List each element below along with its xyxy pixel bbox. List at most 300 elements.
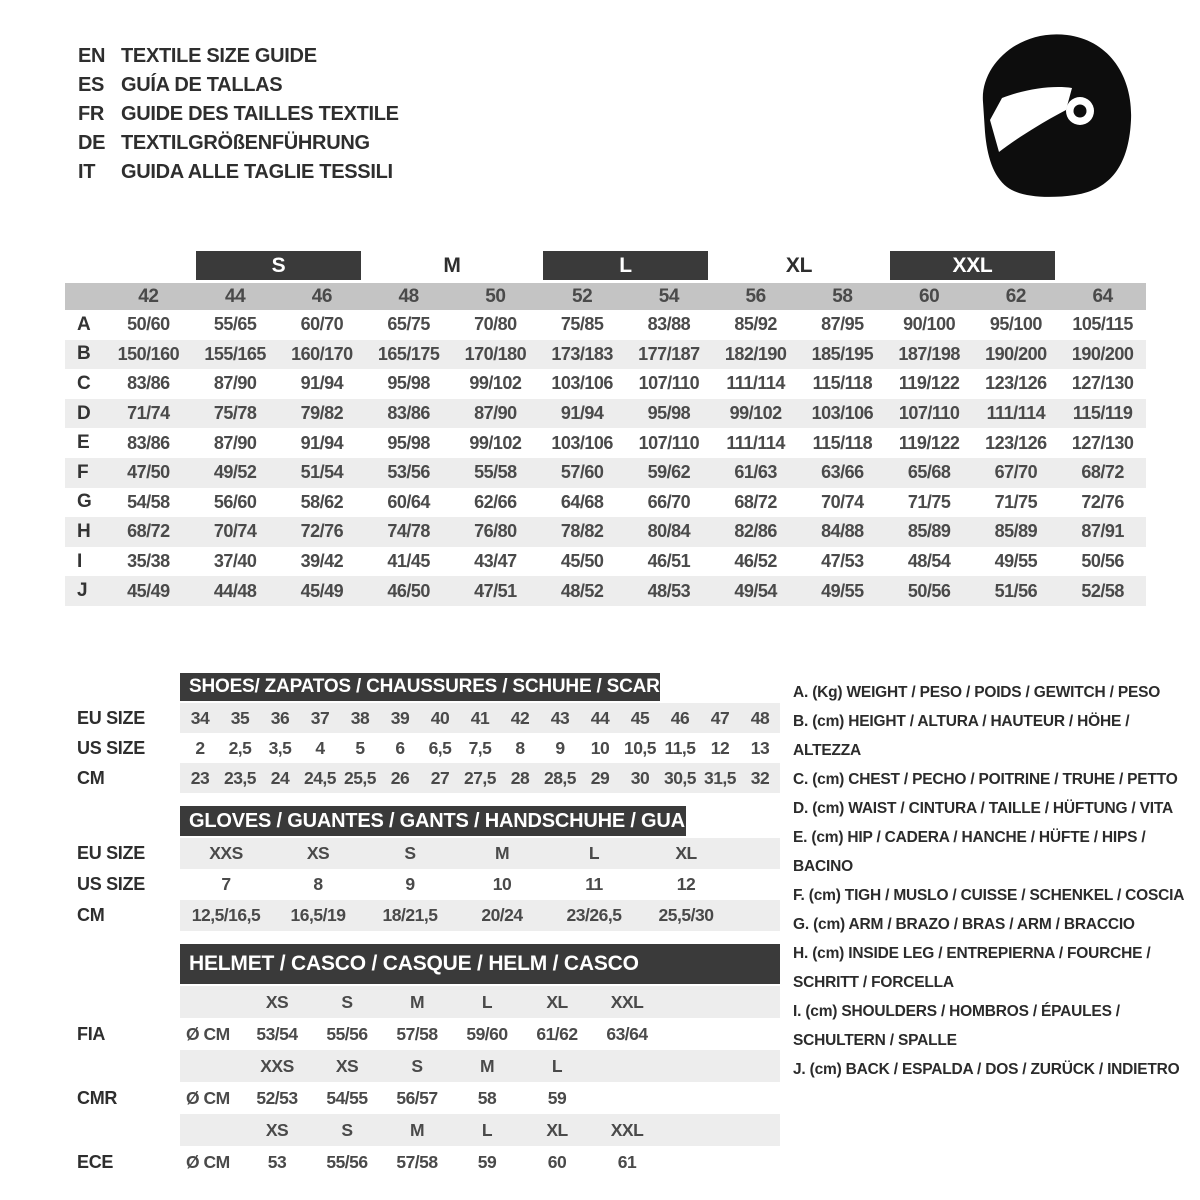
row-values <box>180 763 780 793</box>
size-value: 87/91 <box>1081 521 1124 542</box>
size-value: 91/94 <box>300 432 344 453</box>
size-value: 185/195 <box>811 343 874 364</box>
size-value: 49/55 <box>994 551 1038 572</box>
size-value: 119/122 <box>898 373 960 394</box>
helmet-size-table <box>65 944 780 1178</box>
language-label: TEXTILGRÖßENFÜHRUNG <box>121 132 370 154</box>
size-value: 51/56 <box>994 580 1038 601</box>
size-value: 41/45 <box>387 551 430 572</box>
size-value: 27 <box>430 767 450 788</box>
legend-item: I. (cm) SHOULDERS / HOMBROS / ÉPAULES / SCHULTERN / SPALLE <box>793 1003 1120 1049</box>
size-value: 65/68 <box>907 462 951 483</box>
size-number: 50 <box>485 285 506 307</box>
size-value: 43 <box>550 707 570 728</box>
unit-label: Ø CM <box>186 1151 230 1172</box>
row-values <box>180 1146 780 1178</box>
size-value: 87/95 <box>821 314 864 335</box>
language-code: FR <box>78 103 105 125</box>
row-label: CMR <box>77 1087 118 1108</box>
legend-item: D. (cm) WAIST / CINTURA / TAILLE / HÜFTUNG / VITA <box>793 800 1173 817</box>
size-value: 65/75 <box>387 314 430 335</box>
size-value: 85/89 <box>994 521 1038 542</box>
size-value: 115/118 <box>812 432 873 453</box>
row-values <box>180 1114 780 1146</box>
size-band-xxl: XXL <box>890 251 1056 280</box>
size-value: 45 <box>630 707 650 728</box>
row-values <box>180 1050 780 1082</box>
spacer <box>65 986 180 1018</box>
size-label: M <box>479 1055 495 1076</box>
row-label: US SIZE <box>77 737 145 758</box>
size-value: 46/52 <box>734 551 777 572</box>
size-number: 58 <box>832 285 853 307</box>
size-value: 83/88 <box>647 314 691 335</box>
size-value: 35 <box>230 707 250 728</box>
size-value: 115/119 <box>1072 403 1133 424</box>
legend-item: C. (cm) CHEST / PECHO / POITRINE / TRUHE / PETTO <box>793 771 1178 788</box>
size-value: 37 <box>310 707 330 728</box>
legend-item: B. (cm) HEIGHT / ALTURA / HAUTEUR / HÖHE / ALTEZZA <box>793 713 1130 759</box>
unit-label: Ø CM <box>186 1023 230 1044</box>
size-value: 57/58 <box>396 1023 438 1044</box>
size-value: 105/115 <box>1072 314 1133 335</box>
size-value: 59 <box>477 1151 497 1172</box>
row-letter: F <box>77 461 89 483</box>
size-value: 43/47 <box>474 551 517 572</box>
textile-row-d <box>65 399 1146 429</box>
size-value: 2,5 <box>228 737 252 758</box>
size-value: 50/60 <box>127 314 170 335</box>
size-value: 41 <box>470 707 490 728</box>
size-value: 6 <box>395 737 405 758</box>
size-value: M <box>494 843 510 863</box>
language-label: GUIDE DES TAILLES TEXTILE <box>121 103 399 125</box>
size-value: 54/55 <box>326 1087 368 1108</box>
size-value: 47 <box>710 707 730 728</box>
language-label: TEXTILE SIZE GUIDE <box>121 45 317 67</box>
size-value: 103/106 <box>811 403 874 424</box>
racing-helmet-icon <box>975 28 1145 208</box>
size-value: 6,5 <box>428 737 452 758</box>
row-label: EU SIZE <box>77 843 145 863</box>
size-value: 68/72 <box>734 491 777 512</box>
size-value: 62/66 <box>474 491 517 512</box>
helmet-size-header-row <box>65 1114 780 1146</box>
size-value: 107/110 <box>898 403 960 424</box>
size-value: 42 <box>510 707 530 728</box>
size-value: 30 <box>630 767 650 788</box>
size-band-xl: XL <box>785 253 813 277</box>
size-value: 44/48 <box>213 580 257 601</box>
helmet-standard-row-cmr <box>65 1082 780 1114</box>
size-number: 60 <box>918 285 940 307</box>
size-value: 60/64 <box>387 491 430 512</box>
size-value: 85/89 <box>907 521 951 542</box>
size-value: 60 <box>547 1151 567 1172</box>
row-label: ECE <box>77 1151 114 1172</box>
size-value: 54/58 <box>127 491 170 512</box>
size-value: 9 <box>405 874 415 894</box>
size-value: 59 <box>547 1087 567 1108</box>
size-value: 24 <box>270 767 290 788</box>
size-value: 12,5/16,5 <box>191 905 261 925</box>
size-value: 72/76 <box>300 521 344 542</box>
size-value: 70/74 <box>213 521 257 542</box>
size-value: 80/84 <box>647 521 691 542</box>
size-value: 59/62 <box>647 462 691 483</box>
size-value: 32 <box>750 767 770 788</box>
size-value: 83/86 <box>127 373 170 394</box>
size-value: 59/60 <box>466 1023 508 1044</box>
row-label: FIA <box>77 1023 106 1044</box>
size-value: 67/70 <box>994 462 1038 483</box>
size-value: 12 <box>710 737 730 758</box>
size-value: 55/58 <box>474 462 517 483</box>
row-letter: D <box>77 402 91 424</box>
size-number: 62 <box>1005 285 1027 307</box>
size-label: S <box>411 1055 423 1076</box>
row-label: EU SIZE <box>77 707 145 728</box>
language-row <box>78 129 399 158</box>
size-value: 44 <box>590 707 610 728</box>
language-code: DE <box>78 132 106 154</box>
size-value: 61/62 <box>536 1023 578 1044</box>
size-label: L <box>481 991 493 1012</box>
spacer <box>65 1114 180 1146</box>
size-value: 10 <box>492 874 512 894</box>
size-value: XL <box>675 843 697 863</box>
size-value: 79/82 <box>300 403 344 424</box>
size-band <box>65 250 1146 283</box>
size-label: XL <box>546 1119 568 1140</box>
size-value: 127/130 <box>1071 432 1134 453</box>
size-value: 47/51 <box>474 580 517 601</box>
size-value: 37/40 <box>213 551 257 572</box>
gloves-size-table <box>65 806 780 931</box>
size-value: 56/57 <box>396 1087 438 1108</box>
size-value: 64/68 <box>560 491 604 512</box>
size-value: 36 <box>270 707 290 728</box>
language-code: EN <box>78 45 106 67</box>
language-row <box>78 100 399 129</box>
size-value: 34 <box>190 707 210 728</box>
size-value: 123/126 <box>985 373 1047 394</box>
size-value: 60/70 <box>300 314 344 335</box>
size-value: 95/98 <box>647 403 691 424</box>
size-value: 10,5 <box>623 737 657 758</box>
language-label: GUÍA DE TALLAS <box>121 74 283 96</box>
size-value: 24,5 <box>303 767 337 788</box>
size-value: 99/102 <box>469 432 522 453</box>
size-label: XS <box>265 991 289 1012</box>
language-row <box>78 71 399 100</box>
size-value: 155/165 <box>204 343 266 364</box>
row-letter: C <box>77 372 91 394</box>
size-band-m: M <box>443 253 461 277</box>
size-value: 111/114 <box>986 403 1046 424</box>
size-value: 103/106 <box>551 432 613 453</box>
textile-row-j <box>65 576 1146 606</box>
size-value: 13 <box>750 737 770 758</box>
size-value: 177/187 <box>638 343 700 364</box>
size-number: 44 <box>224 285 246 307</box>
row-letter: J <box>77 580 88 602</box>
size-value: L <box>588 843 600 863</box>
size-value: 27,5 <box>463 767 497 788</box>
size-value: 47/50 <box>127 462 170 483</box>
size-number-row <box>65 283 1146 310</box>
size-value: 23/26,5 <box>566 905 622 925</box>
textile-row-g <box>65 488 1146 518</box>
textile-size-table <box>65 250 1146 606</box>
size-value: XXS <box>209 843 243 863</box>
size-value: 20/24 <box>481 905 523 925</box>
size-label: XXS <box>260 1055 294 1076</box>
size-label: XS <box>335 1055 359 1076</box>
size-value: 10 <box>590 737 610 758</box>
size-label: M <box>409 1119 425 1140</box>
size-value: 38 <box>350 707 370 728</box>
size-value: 51/54 <box>300 462 344 483</box>
size-value: 182/190 <box>724 343 787 364</box>
size-value: 50/56 <box>907 580 951 601</box>
language-code: ES <box>78 74 105 96</box>
size-value: 31,5 <box>703 767 737 788</box>
row-values <box>180 900 780 931</box>
size-value: 127/130 <box>1071 373 1134 394</box>
size-value: 25,5 <box>343 767 377 788</box>
textile-row-i <box>65 547 1146 577</box>
size-value: 74/78 <box>387 521 430 542</box>
size-value: 63/64 <box>606 1023 648 1044</box>
size-value: 87/90 <box>213 432 257 453</box>
size-value: 75/85 <box>560 314 604 335</box>
size-value: 28,5 <box>543 767 577 788</box>
size-row <box>65 733 780 763</box>
size-value: 95/98 <box>387 432 430 453</box>
size-value: 78/82 <box>560 521 604 542</box>
size-value: 47/53 <box>821 551 864 572</box>
row-letter: H <box>77 520 91 542</box>
unit-label: Ø CM <box>186 1087 230 1108</box>
size-value: 76/80 <box>474 521 517 542</box>
row-values <box>180 1082 780 1114</box>
size-value: 173/183 <box>551 343 613 364</box>
size-row <box>65 869 780 900</box>
size-value: 99/102 <box>729 403 782 424</box>
size-value: 53 <box>267 1151 287 1172</box>
size-value: 58/62 <box>300 491 344 512</box>
size-value: 70/74 <box>821 491 864 512</box>
size-value: XS <box>306 843 330 863</box>
size-value: 165/175 <box>377 343 440 364</box>
row-letter: A <box>77 313 91 335</box>
row-values <box>180 838 780 869</box>
textile-row-b <box>65 340 1146 370</box>
language-row <box>78 42 399 71</box>
row-label: CM <box>77 767 105 788</box>
size-label: L <box>481 1119 493 1140</box>
size-value: 7 <box>221 874 231 894</box>
row-values <box>180 869 780 900</box>
legend-item: E. (cm) HIP / CADERA / HANCHE / HÜFTE / HIPS / BACINO <box>793 829 1146 875</box>
helmet-size-header-row <box>65 1050 780 1082</box>
helmet-size-header-row <box>65 986 780 1018</box>
size-value: 12 <box>676 874 696 894</box>
textile-rows <box>65 310 1146 606</box>
size-number: 56 <box>745 285 766 307</box>
row-values <box>180 986 780 1018</box>
size-value: 58 <box>477 1087 497 1108</box>
size-value: 75/78 <box>213 403 257 424</box>
textile-row-c <box>65 369 1146 399</box>
size-number: 52 <box>571 285 593 307</box>
helmet-table-title: HELMET / CASCO / CASQUE / HELM / CASCO <box>180 944 780 984</box>
textile-row-h <box>65 517 1146 547</box>
size-value: 83/86 <box>127 432 170 453</box>
size-value: 2 <box>195 737 205 758</box>
row-letter: I <box>77 550 83 572</box>
gloves-table-title: GLOVES / GUANTES / GANTS / HANDSCHUHE / GUANTI <box>180 806 686 836</box>
size-value: 46/50 <box>387 580 430 601</box>
textile-row-e <box>65 428 1146 458</box>
row-letter: G <box>77 491 92 513</box>
size-value: 187/198 <box>898 343 960 364</box>
size-label: M <box>409 991 425 1012</box>
size-number: 54 <box>658 285 680 307</box>
size-value: 160/170 <box>291 343 353 364</box>
size-value: 84/88 <box>821 521 864 542</box>
size-value: 48/53 <box>647 580 691 601</box>
size-value: 99/102 <box>469 373 522 394</box>
row-values <box>180 1018 780 1050</box>
language-list <box>78 42 399 187</box>
size-label: S <box>341 1119 353 1140</box>
size-value: 50/56 <box>1081 551 1124 572</box>
size-value: 111/114 <box>726 373 785 394</box>
size-value: 71/74 <box>127 403 170 424</box>
size-value: 68/72 <box>1081 462 1124 483</box>
language-row <box>78 158 399 187</box>
size-value: 49/54 <box>734 580 777 601</box>
size-value: 5 <box>355 737 365 758</box>
size-label: L <box>551 1055 563 1076</box>
size-value: 103/106 <box>551 373 613 394</box>
size-value: 29 <box>590 767 610 788</box>
shoes-table-title: SHOES/ ZAPATOS / CHAUSSURES / SCHUHE / SCARPE <box>180 673 660 701</box>
legend-item: A. (Kg) WEIGHT / PESO / POIDS / GEWITCH / PESO <box>793 684 1161 701</box>
size-value: 87/90 <box>474 403 517 424</box>
size-value: 45/50 <box>560 551 604 572</box>
legend-item: G. (cm) ARM / BRAZO / BRAS / ARM / BRACCIO <box>793 916 1135 933</box>
size-value: 16,5/19 <box>290 905 346 925</box>
size-row <box>65 703 780 733</box>
helmet-standard-row-fia <box>65 1018 780 1050</box>
helmet-standard-row-ece <box>65 1146 780 1178</box>
size-value: 48/52 <box>560 580 604 601</box>
size-value: 55/56 <box>326 1023 368 1044</box>
row-letter: B <box>77 343 91 365</box>
textile-row-a <box>65 310 1146 340</box>
size-value: 45/49 <box>127 580 170 601</box>
size-value: 190/200 <box>1071 343 1134 364</box>
size-value: 68/72 <box>127 521 170 542</box>
size-value: 8 <box>515 737 525 758</box>
size-value: 53/54 <box>256 1023 298 1044</box>
size-value: 91/94 <box>300 373 344 394</box>
size-value: 119/122 <box>898 432 960 453</box>
size-value: 39/42 <box>300 551 344 572</box>
size-row <box>65 900 780 931</box>
size-value: 90/100 <box>903 314 956 335</box>
helmet-rows <box>65 986 780 1178</box>
size-value: 82/86 <box>734 521 777 542</box>
row-values <box>180 733 780 763</box>
size-value: 52/53 <box>256 1087 298 1108</box>
size-label: XXL <box>610 1119 644 1140</box>
size-value: 57/58 <box>396 1151 438 1172</box>
size-value: 40 <box>430 707 450 728</box>
shoes-size-table <box>65 673 780 793</box>
size-label: S <box>341 991 353 1012</box>
row-label: US SIZE <box>77 874 145 894</box>
size-value: 26 <box>390 767 410 788</box>
size-value: 25,5/30 <box>658 905 714 925</box>
size-row <box>65 838 780 869</box>
language-code: IT <box>78 161 96 183</box>
size-value: S <box>404 843 416 863</box>
size-number: 42 <box>138 285 159 307</box>
size-value: 56/60 <box>213 491 257 512</box>
size-value: 48/54 <box>907 551 951 572</box>
size-value: 85/92 <box>734 314 777 335</box>
size-value: 87/90 <box>213 373 257 394</box>
size-value: 30,5 <box>663 767 697 788</box>
legend-item: F. (cm) TIGH / MUSLO / CUISSE / SCHENKEL / COSCIA <box>793 887 1185 904</box>
size-value: 35/38 <box>127 551 170 572</box>
shoes-rows <box>65 703 780 793</box>
size-value: 66/70 <box>647 491 691 512</box>
size-value: 170/180 <box>464 343 527 364</box>
size-band-l: L <box>543 251 709 280</box>
size-value: 57/60 <box>560 462 604 483</box>
size-label: XL <box>546 991 568 1012</box>
size-row <box>65 763 780 793</box>
size-number: 46 <box>311 285 333 307</box>
size-value: 46/51 <box>647 551 691 572</box>
size-value: 4 <box>315 737 325 758</box>
size-value: 55/65 <box>213 314 257 335</box>
size-number: 64 <box>1092 285 1113 307</box>
size-value: 45/49 <box>300 580 344 601</box>
size-value: 123/126 <box>985 432 1047 453</box>
size-value: 9 <box>555 737 565 758</box>
size-value: 70/80 <box>474 314 517 335</box>
size-value: 72/76 <box>1081 491 1124 512</box>
size-value: 71/75 <box>907 491 951 512</box>
gloves-rows <box>65 838 780 931</box>
size-value: 23 <box>190 767 210 788</box>
size-value: 46 <box>670 707 690 728</box>
size-value: 39 <box>390 707 410 728</box>
size-value: 23,5 <box>223 767 257 788</box>
legend-item: J. (cm) BACK / ESPALDA / DOS / ZURÜCK / INDIETRO <box>793 1061 1180 1078</box>
row-letter: E <box>77 432 90 454</box>
size-value: 63/66 <box>821 462 864 483</box>
size-value: 95/100 <box>989 314 1042 335</box>
size-value: 28 <box>510 767 530 788</box>
size-value: 107/110 <box>638 432 700 453</box>
